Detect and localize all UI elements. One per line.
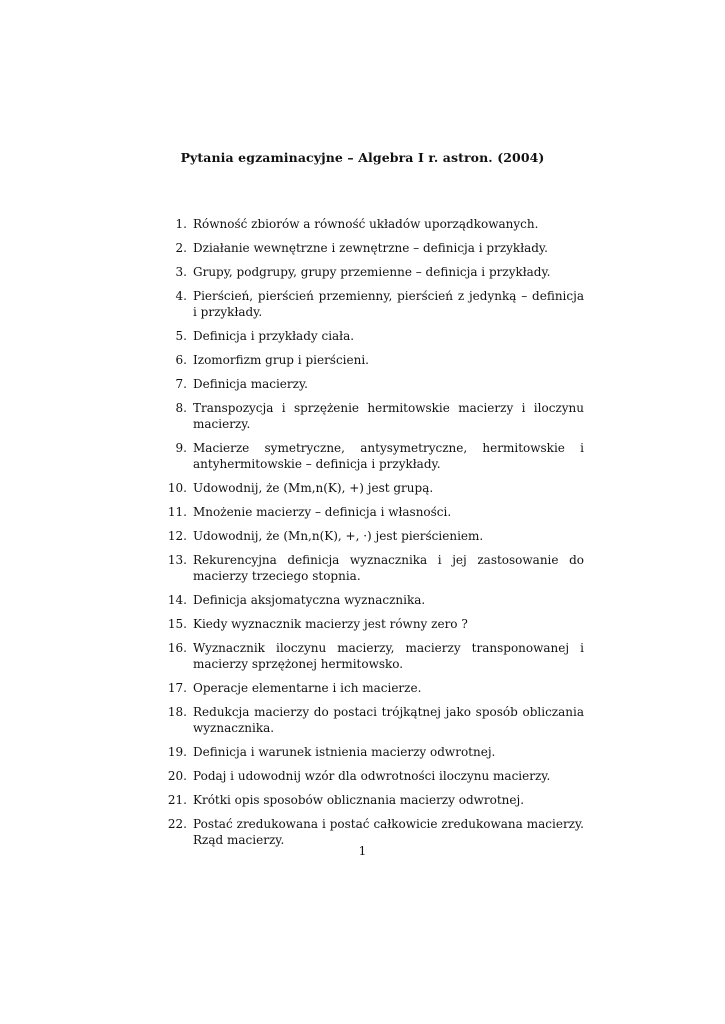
question-text: Transpozycja i sprzężenie hermitowskie macierzy i iloczynu macierzy.: [193, 401, 584, 431]
question-item: [166, 504, 584, 520]
question-item: [166, 680, 584, 696]
question-text: Udowodnij, że (Mm,n(K), +) jest grupą.: [193, 481, 434, 495]
question-item: [166, 704, 584, 736]
question-item: [166, 440, 584, 472]
page-number: 1: [358, 844, 367, 858]
question-text: Izomorfizm grup i pierścieni.: [193, 353, 369, 367]
question-item: [166, 528, 584, 544]
question-number: 13.: [167, 553, 187, 567]
question-number: 7.: [175, 377, 187, 391]
question-text: Podaj i udowodnij wzór dla odwrotności iloczynu macierzy.: [193, 769, 551, 783]
question-number: 14.: [167, 593, 187, 607]
question-number: 6.: [175, 353, 187, 367]
question-text: Definicja aksjomatyczna wyznacznika.: [193, 593, 426, 607]
question-item: [166, 480, 584, 496]
question-text: Rekurencyjna definicja wyznacznika i jej zastosowanie do macierzy trzeciego stopnia.: [193, 553, 584, 583]
question-item: [166, 288, 584, 320]
question-item: [166, 768, 584, 784]
question-text: Definicja i warunek istnienia macierzy odwrotnej.: [193, 745, 496, 759]
question-text: Wyznacznik iloczynu macierzy, macierzy transponowanej i macierzy sprzężonej hermitowsko.: [193, 641, 584, 671]
question-number: 21.: [167, 793, 187, 807]
question-item: [166, 240, 584, 256]
question-item: [166, 792, 584, 808]
question-text: Operacje elementarne i ich macierze.: [193, 681, 422, 695]
question-item: [166, 328, 584, 344]
question-text: Macierze symetryczne, antysymetryczne, hermitowskie i antyhermitowskie – definicja i przykłady.: [193, 441, 584, 471]
question-number: 1.: [175, 217, 187, 231]
question-text: Postać zredukowana i postać całkowicie zredukowana macierzy. Rząd macierzy.: [193, 817, 584, 847]
question-number: 18.: [167, 705, 187, 719]
question-number: 11.: [167, 505, 187, 519]
question-text: Redukcja macierzy do postaci trójkątnej jako sposób obliczania wyznacznika.: [193, 705, 584, 735]
question-item: [166, 264, 584, 280]
question-text: Udowodnij, że (Mn,n(K), +, ·) jest pierścieniem.: [193, 529, 484, 543]
question-item: [166, 376, 584, 392]
question-text: Równość zbiorów a równość układów uporządkowanych.: [193, 217, 539, 231]
question-text: Mnożenie macierzy – definicja i własności.: [193, 505, 452, 519]
question-number: 10.: [167, 481, 187, 495]
question-text: Krótki opis sposobów oblicznania macierzy odwrotnej.: [193, 793, 525, 807]
question-item: [166, 352, 584, 368]
question-item: [166, 216, 584, 232]
question-list: [166, 216, 584, 856]
question-number: 16.: [167, 641, 187, 655]
question-item: [166, 640, 584, 672]
question-number: 2.: [175, 241, 187, 255]
question-number: 17.: [167, 681, 187, 695]
question-text: Kiedy wyznacznik macierzy jest równy zero ?: [193, 617, 468, 631]
question-number: 20.: [167, 769, 187, 783]
question-item: [166, 552, 584, 584]
question-item: [166, 616, 584, 632]
question-text: Działanie wewnętrzne i zewnętrzne – definicja i przykłady.: [193, 241, 548, 255]
question-text: Definicja i przykłady ciała.: [193, 329, 355, 343]
question-item: [166, 592, 584, 608]
question-text: Pierścień, pierścień przemienny, pierścień z jedynką – definicja i przykłady.: [193, 289, 584, 319]
question-number: 22.: [167, 817, 187, 831]
question-number: 9.: [175, 441, 187, 455]
question-item: [166, 400, 584, 432]
question-number: 8.: [175, 401, 187, 415]
question-number: 15.: [167, 617, 187, 631]
question-number: 5.: [175, 329, 187, 343]
question-number: 19.: [167, 745, 187, 759]
question-number: 12.: [167, 529, 187, 543]
question-number: 3.: [175, 265, 187, 279]
question-number: 4.: [175, 289, 187, 303]
question-text: Definicja macierzy.: [193, 377, 308, 391]
question-text: Grupy, podgrupy, grupy przemienne – definicja i przykłady.: [193, 265, 551, 279]
document-title: Pytania egzaminacyjne – Algebra I r. astron. (2004): [180, 150, 545, 165]
question-item: [166, 744, 584, 760]
